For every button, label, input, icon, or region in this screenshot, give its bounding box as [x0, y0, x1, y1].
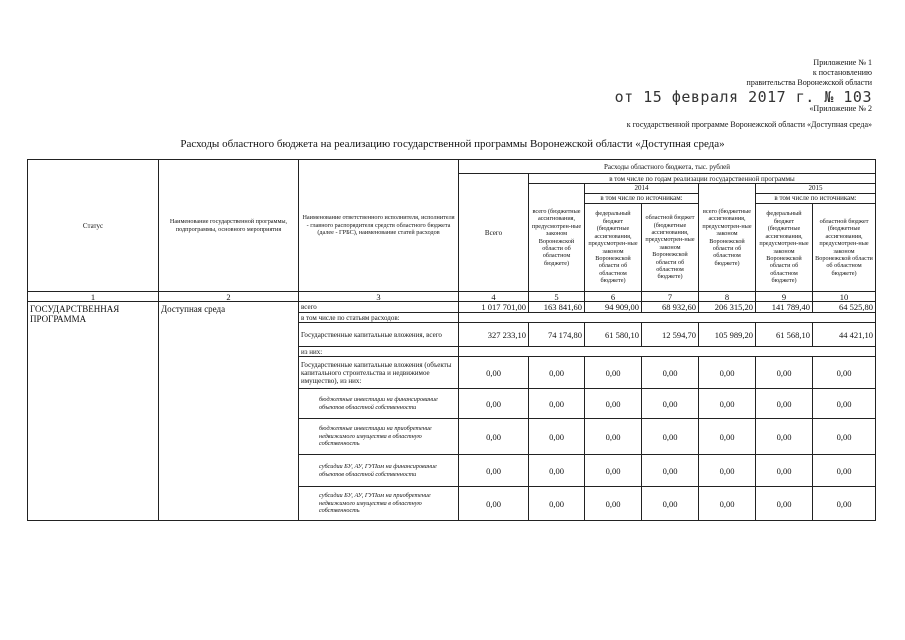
cell-2015-federal: 0,00 — [756, 455, 813, 487]
appendix-2-label: «Приложение № 2 — [809, 104, 872, 113]
col-num-7: 7 — [642, 292, 699, 302]
row-label: субсидии БУ, АУ, ГУПам на финансирование объектов областной собственности — [299, 455, 459, 487]
cell-2015-federal: 61 568,10 — [756, 323, 813, 347]
cell-2014-regional: 68 932,60 — [642, 302, 699, 313]
year-2015: 2015 — [756, 184, 875, 194]
program-reference: к государственной программе Воронежской области «Доступная среда» — [626, 120, 872, 129]
header-2015-regional: областной бюджет (бюджетные ассигнования, предусмотрен-ные законом Воронежской области об областном бюджете) — [813, 204, 876, 292]
row-label: в том числе по статьям расходов: — [299, 313, 459, 323]
cell-2014-federal: 0,00 — [585, 419, 642, 455]
col-num-8: 8 — [699, 292, 756, 302]
cell-2014-federal: 61 580,10 — [585, 323, 642, 347]
row-total: 0,00 — [459, 357, 529, 389]
col-num-1: 1 — [28, 292, 159, 302]
row-total: 327 233,10 — [459, 323, 529, 347]
cell-2015-regional: 0,00 — [813, 487, 876, 521]
row-label: Государственные капитальные вложения, всего — [299, 323, 459, 347]
header-2014-block — [585, 184, 699, 204]
empty-cell — [459, 313, 876, 323]
row-label: субсидии БУ, АУ, ГУПам на приобретение недвижимого имущества в областную собственность — [299, 487, 459, 521]
cell-2015-all: 0,00 — [699, 487, 756, 521]
cell-2014-regional: 12 594,70 — [642, 323, 699, 347]
row-label: Государственные капитальные вложения (объекты капитального строительства и недвижимое имущество), из них: — [299, 357, 459, 389]
cell-2015-all: 0,00 — [699, 455, 756, 487]
cell-2014-all: 0,00 — [529, 357, 585, 389]
cell-2014-federal: 0,00 — [585, 455, 642, 487]
header-2014-regional: областной бюджет (бюджетные ассигнования, предусмотрен-ные законом Воронежской области об областном бюджете) — [642, 204, 699, 292]
header-by-years: в том числе по годам реализации государственной программы — [529, 174, 876, 184]
cell-2015-all: 0,00 — [699, 419, 756, 455]
row-total: 0,00 — [459, 389, 529, 419]
cell-2015-federal: 0,00 — [756, 389, 813, 419]
year-2014: 2014 — [585, 184, 698, 194]
cell-2015-all: 105 989,20 — [699, 323, 756, 347]
header-2014-sources: в том числе по источникам: — [600, 194, 683, 202]
header-executor: Наименование ответственного исполнителя, исполнителя - главного распорядителя средств областного бюджета (далее - ГРБС), наименование статей расходов — [299, 160, 459, 292]
row-total: 0,00 — [459, 487, 529, 521]
header-2015-block — [756, 184, 876, 204]
resolution-label: к постановлению — [812, 68, 872, 77]
date-stamp: от 15 февраля 2017 г. № 103 — [614, 88, 872, 106]
table-row — [28, 302, 876, 313]
cell-2014-all: 163 841,60 — [529, 302, 585, 313]
col-num-9: 9 — [756, 292, 813, 302]
appendix-label: Приложение № 1 — [813, 58, 872, 67]
header-2015-sources: в том числе по источникам: — [774, 194, 857, 202]
cell-2015-regional: 0,00 — [813, 389, 876, 419]
row-label: всего — [299, 302, 459, 313]
header-expenses: Расходы областного бюджета, тыс. рублей — [459, 160, 876, 174]
cell-2015-regional: 64 525,80 — [813, 302, 876, 313]
header-2014-federal: федеральный бюджет (бюджетные ассигнования, предусмотрен-ные законом Воронежской области об областном бюджете) — [585, 204, 642, 292]
cell-2015-federal: 0,00 — [756, 419, 813, 455]
program-cell: Доступная среда — [159, 302, 299, 521]
header-2015-all: всего (бюджетные ассигнования, предусмотрен-ные законом Воронежской области об областном бюджете) — [699, 184, 756, 292]
header-2015-federal: федеральный бюджет (бюджетные ассигнования, предусмотрен-ные законом Воронежской области об областном бюджете) — [756, 204, 813, 292]
header-program-name: Наименование государственной программы, подпрограммы, основного мероприятия — [159, 160, 299, 292]
col-num-4: 4 — [459, 292, 529, 302]
status-cell: ГОСУДАРСТВЕННАЯ ПРОГРАММА — [28, 302, 159, 521]
cell-2014-regional: 0,00 — [642, 487, 699, 521]
cell-2015-regional: 0,00 — [813, 455, 876, 487]
cell-2015-federal: 141 789,40 — [756, 302, 813, 313]
government-label: правительства Воронежской области — [746, 78, 872, 87]
cell-2015-federal: 0,00 — [756, 487, 813, 521]
cell-2014-federal: 0,00 — [585, 389, 642, 419]
cell-2014-regional: 0,00 — [642, 357, 699, 389]
cell-2014-all: 0,00 — [529, 487, 585, 521]
header-total: Всего — [459, 174, 529, 292]
cell-2015-regional: 0,00 — [813, 357, 876, 389]
cell-2014-all: 0,00 — [529, 419, 585, 455]
cell-2015-regional: 44 421,10 — [813, 323, 876, 347]
row-total: 0,00 — [459, 419, 529, 455]
col-num-10: 10 — [813, 292, 876, 302]
document-title: Расходы областного бюджета на реализацию государственной программы Воронежской области «Доступная среда» — [180, 138, 725, 150]
cell-2015-all: 0,00 — [699, 389, 756, 419]
cell-2015-all: 0,00 — [699, 357, 756, 389]
col-num-3: 3 — [299, 292, 459, 302]
expenses-table — [27, 159, 876, 521]
cell-2015-federal: 0,00 — [756, 357, 813, 389]
row-label: из них: — [299, 347, 459, 357]
empty-cell — [459, 347, 876, 357]
header-2014-all: всего (бюджетные ассигнования, предусмотрен-ные законом Воронежской области об областном бюджете) — [529, 184, 585, 292]
cell-2014-all: 0,00 — [529, 455, 585, 487]
cell-2014-federal: 0,00 — [585, 357, 642, 389]
cell-2015-regional: 0,00 — [813, 419, 876, 455]
row-total: 0,00 — [459, 455, 529, 487]
cell-2015-all: 206 315,20 — [699, 302, 756, 313]
row-total: 1 017 701,00 — [459, 302, 529, 313]
cell-2014-all: 74 174,80 — [529, 323, 585, 347]
col-num-5: 5 — [529, 292, 585, 302]
row-label: бюджетные инвестиции на приобретение недвижимого имущества в областную собственность — [299, 419, 459, 455]
cell-2014-regional: 0,00 — [642, 455, 699, 487]
col-num-2: 2 — [159, 292, 299, 302]
cell-2014-regional: 0,00 — [642, 419, 699, 455]
cell-2014-federal: 94 909,00 — [585, 302, 642, 313]
col-num-6: 6 — [585, 292, 642, 302]
cell-2014-federal: 0,00 — [585, 487, 642, 521]
row-label: бюджетные инвестиции на финансирование объектов областной собственности — [299, 389, 459, 419]
column-numbers-row — [28, 292, 876, 302]
cell-2014-regional: 0,00 — [642, 389, 699, 419]
header-status: Статус — [28, 160, 159, 292]
cell-2014-all: 0,00 — [529, 389, 585, 419]
